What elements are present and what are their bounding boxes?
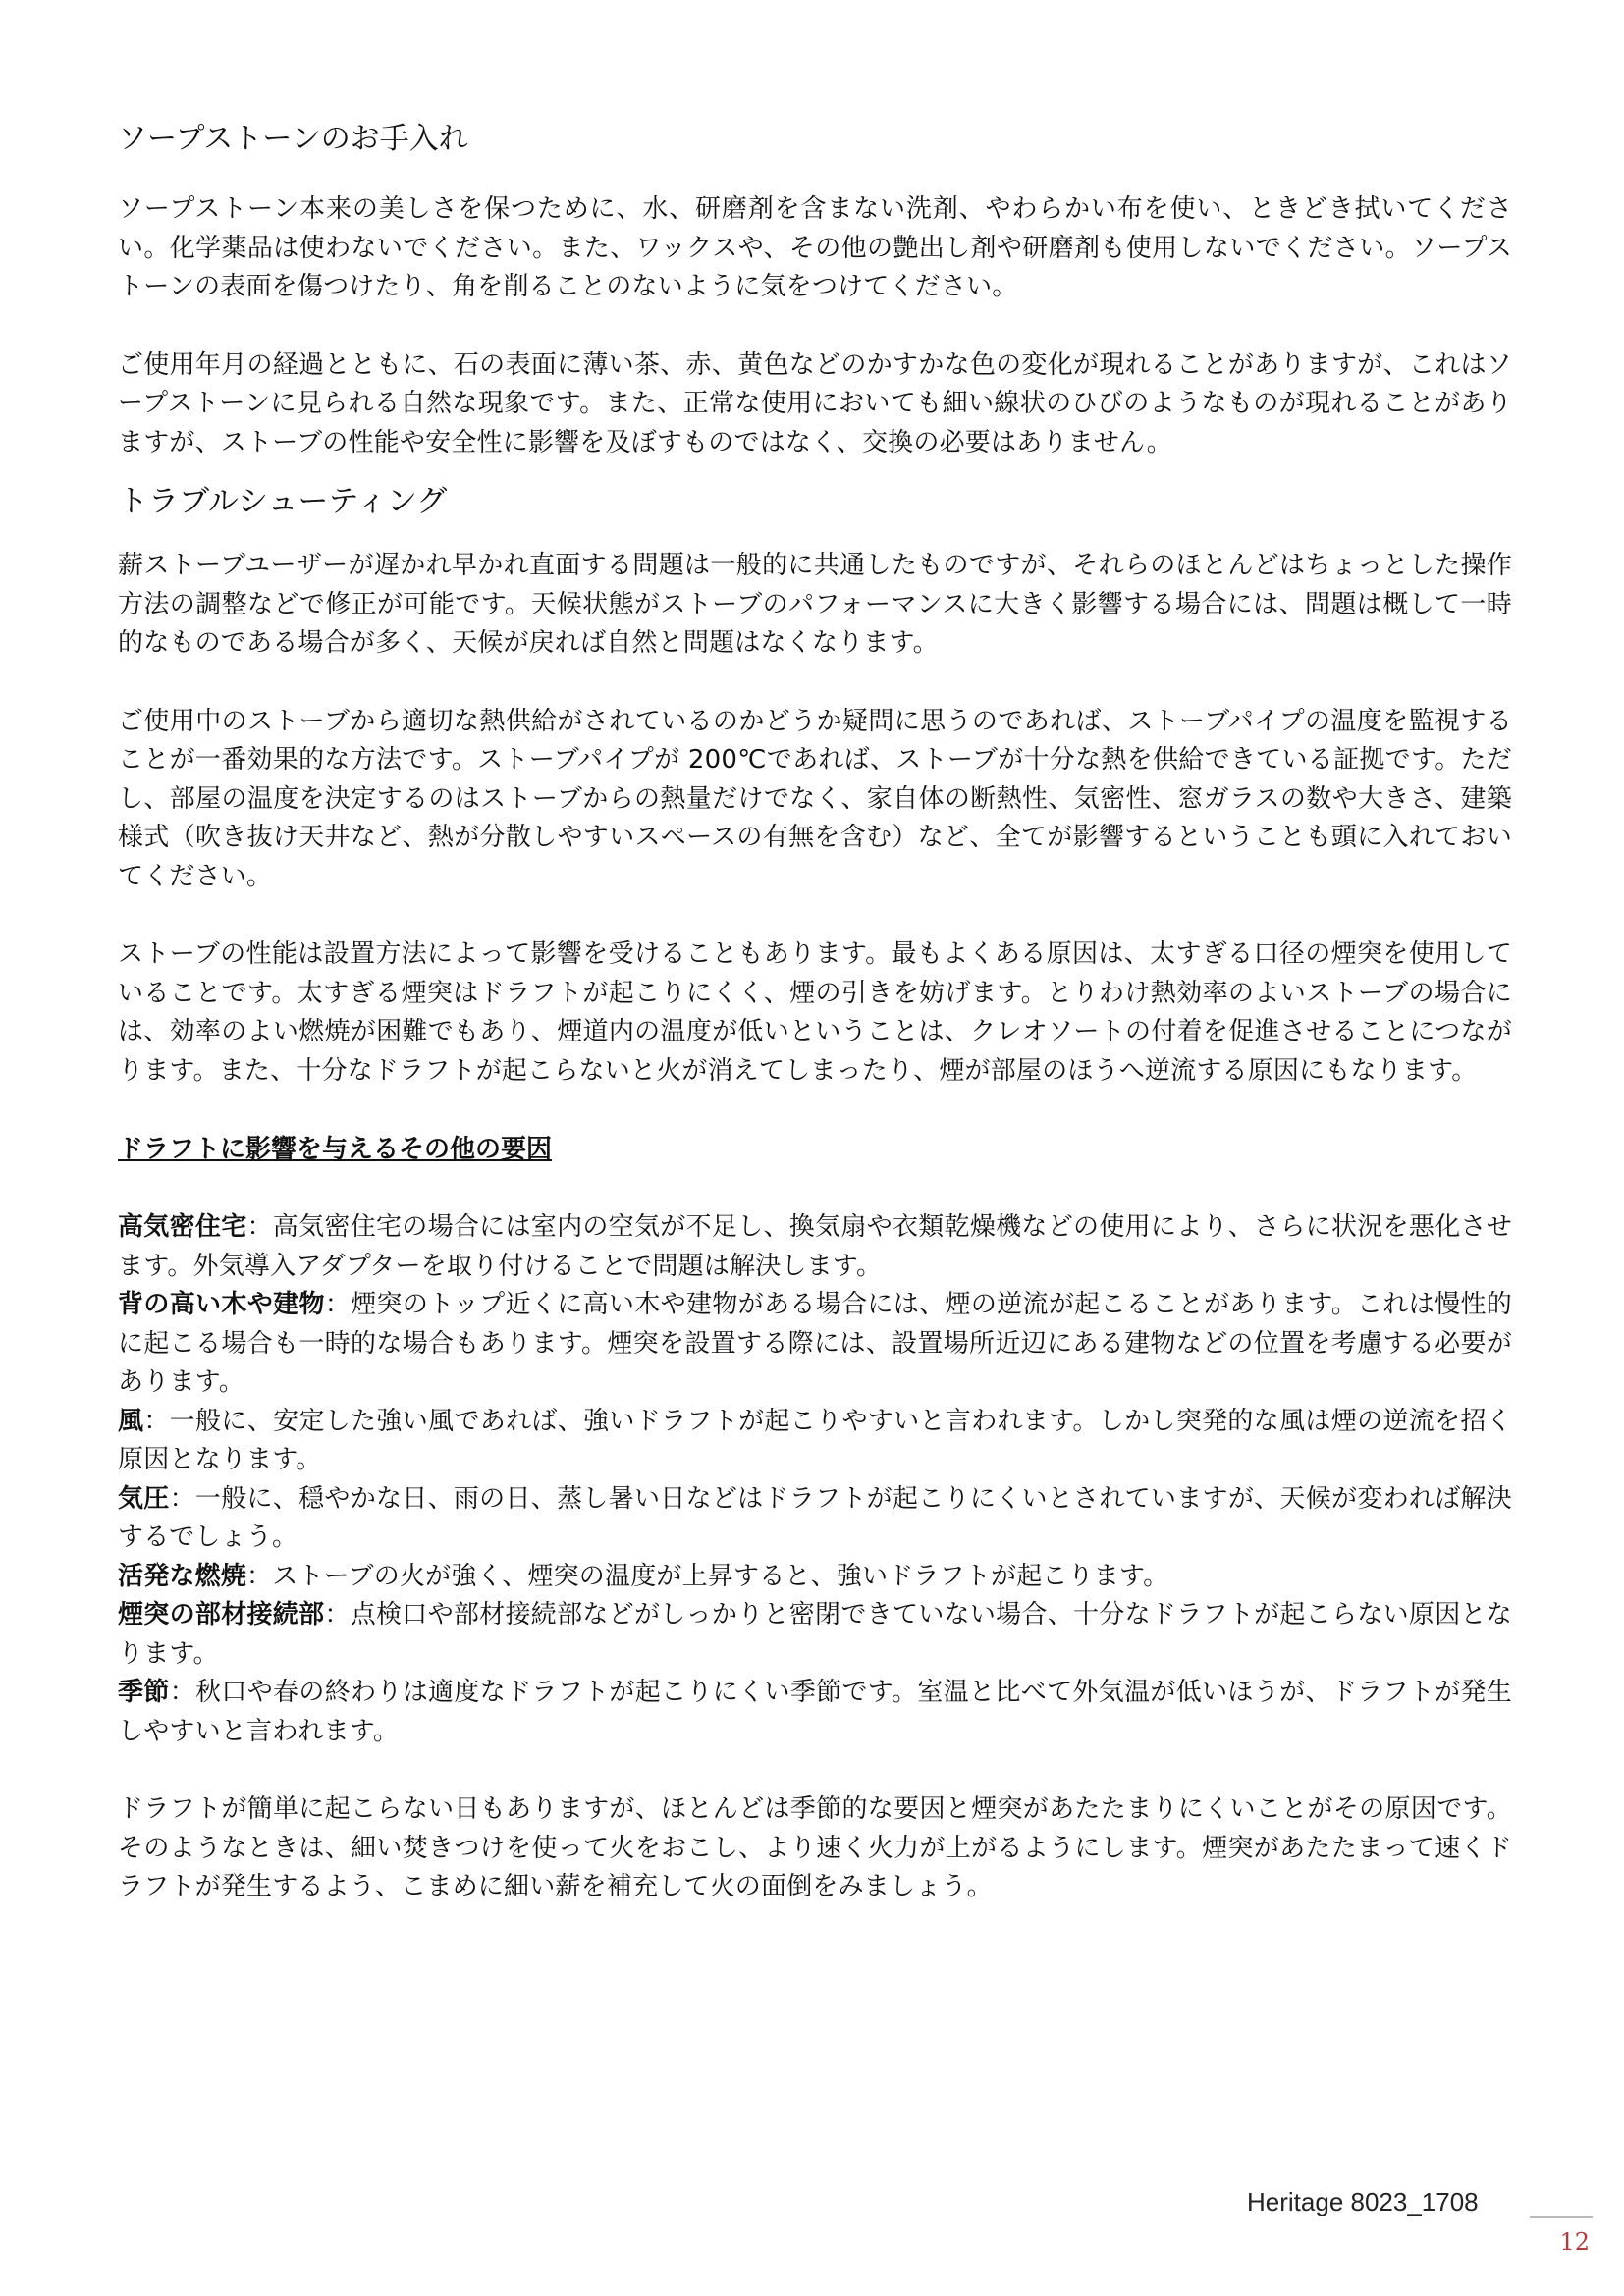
list-item [118, 1403, 1512, 1480]
list-item [118, 1674, 1512, 1751]
list-item [118, 1480, 1512, 1558]
factor-term: 季節 [118, 1678, 170, 1707]
factor-description: ：一般に、安定した強い風であれば、強いドラフトが起こりやすいと言われます。しかし突発的な風は煙の逆流を招く原因となります。 [118, 1406, 1512, 1474]
factor-description: ：秋口や春の終わりは適度なドラフトが起こりにくい季節です。室温と比べて外気温が低いほうが、ドラフトが発生しやすいと言われます。 [118, 1678, 1513, 1746]
paragraph: ドラフトが簡単に起こらない日もありますが、ほとんどは季節的な要因と煙突があたたまりにくいことがその原因です。そのようなときは、細い焚きつけを使って火をおこし、より速く火力が上がるようにします。煙突があたたまって速くドラフトが発生するよう、こまめに細い薪を補充して火の面倒をみましょう。 [118, 1794, 1512, 1901]
factor-description: ：煙突のトップ近くに高い木や建物がある場合には、煙の逆流が起こることがあります。これは慢性的に起こる場合も一時的な場合もあります。煙突を設置する際には、設置場所近辺にある建物などの位置を考慮する必要があります。 [118, 1290, 1513, 1397]
list-item [118, 1558, 1512, 1597]
paragraph: ご使用年月の経過とともに、石の表面に薄い茶、赤、黄色などのかすかな色の変化が現れることがありますが、これはソープストーンに見られる自然な現象です。また、正常な使用においても細い線状のひびのようなものが現れることがありますが、ストーブの性能や安全性に影響を及ぼすものではなく、交換の必要はありません。 [118, 349, 1512, 457]
factor-term: 活発な燃焼 [118, 1561, 247, 1591]
footer-divider [1530, 2216, 1593, 2218]
list-item [118, 1208, 1512, 1286]
factor-term: 高気密住宅 [118, 1212, 247, 1242]
factor-description: ：ストーブの火が強く、煙突の温度が上昇すると、強いドラフトが起こります。 [246, 1561, 1169, 1591]
paragraph: 薪ストーブユーザーが遅かれ早かれ直面する問題は一般的に共通したものですが、それらのほとんどはちょっとした操作方法の調整などで修正が可能です。天候状態がストーブのパフォーマンスに大きく影響する場合には、問題は概して一時的なものである場合が多く、天候が戻れば自然と問題はなくなります。 [118, 551, 1512, 658]
list-item [118, 1286, 1512, 1403]
list-item [118, 1596, 1512, 1674]
subsection-title-draft-factors: ドラフトに影響を与えるその他の要因 [118, 1135, 553, 1164]
factor-description: ：高気密住宅の場合には室内の空気が不足し、換気扇や衣類乾燥機などの使用により、さらに状況を悪化させます。外気導入アダプターを取り付けることで問題は解決します。 [118, 1212, 1512, 1281]
page-number: 12 [1559, 2228, 1590, 2256]
manual-page [118, 116, 1512, 1907]
draft-factor-list [118, 1208, 1512, 1751]
factor-description: ：点検口や部材接続部などがしっかりと密閉できていない場合、十分なドラフトが起こらない原因となります。 [118, 1600, 1512, 1669]
footer-document-id: Heritage 8023_1708 [1247, 2187, 1479, 2216]
factor-term: 煙突の部材接続部 [118, 1600, 325, 1629]
paragraph: ご使用中のストーブから適切な熱供給がされているのかどうか疑問に思うのであれば、ストーブパイプの温度を監視することが一番効果的な方法です。ストーブパイプが 200℃であれば、ストーブが十分な熱を供給できている証拠です。ただし、部屋の温度を決定するのはストーブからの熱量だけでなく、家自体の断熱性、気密性、窓ガラスの数や大きさ、建築様式（吹き抜け天井など、熱が分散しやすいスペースの有無を含む）など、全てが影響するということも頭に入れておいてください。 [118, 706, 1512, 891]
factor-term: 背の高い木や建物 [118, 1290, 325, 1319]
factor-description: ：一般に、穏やかな日、雨の日、蒸し暑い日などはドラフトが起こりにくいとされていますが、天候が変われば解決するでしょう。 [118, 1483, 1513, 1552]
section-title-troubleshooting: トラブルシューティング [118, 484, 448, 519]
section-title-soapstone-care: ソープストーンのお手入れ [118, 122, 468, 156]
paragraph: ストーブの性能は設置方法によって影響を受けることもあります。最もよくある原因は、太すぎる口径の煙突を使用していることです。太すぎる煙突はドラフトが起こりにくく、煙の引きを妨げます。とりわけ熱効率のよいストーブの場合には、効率のよい燃焼が困難でもあり、煙道内の温度が低いということは、クレオソートの付着を促進させることにつながります。また、十分なドラフトが起こらないと火が消えてしまったり、煙が部屋のほうへ逆流する原因にもなります。 [118, 939, 1512, 1086]
factor-term: 風 [118, 1406, 144, 1436]
paragraph: ソープストーン本来の美しさを保つために、水、研磨剤を含まない洗剤、やわらかい布を使い、ときどき拭いてください。化学薬品は使わないでください。また、ワックスや、その他の艶出し剤や研磨剤も使用しないでください。ソープストーンの表面を傷つけたり、角を削ることのないように気をつけてください。 [118, 194, 1512, 301]
factor-term: 気圧 [118, 1483, 170, 1514]
